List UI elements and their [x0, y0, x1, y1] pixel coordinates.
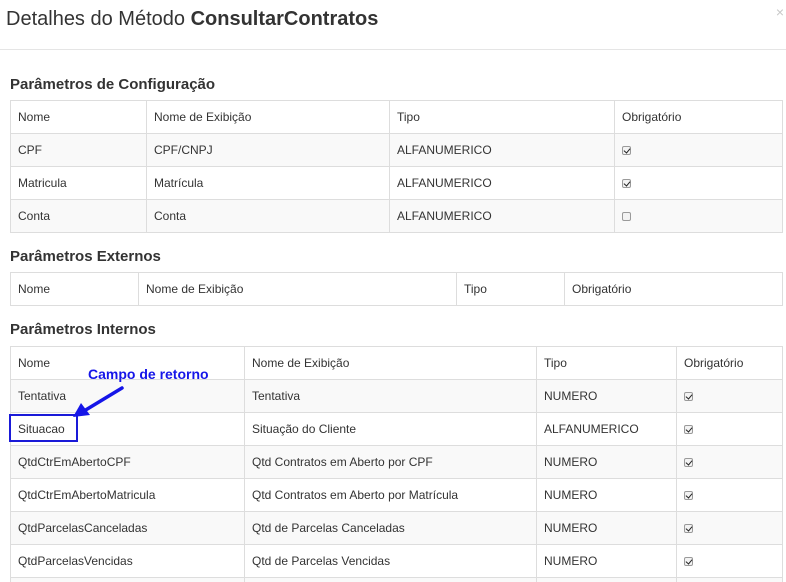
config-params-table — [10, 100, 783, 233]
cell-obrigatorio — [677, 380, 783, 413]
config-section-title: Parâmetros de Configuração — [10, 76, 216, 93]
column-header-nome: Nome — [11, 101, 147, 134]
cell-tipo: ALFANUMERICO — [537, 413, 677, 446]
modal-header — [0, 0, 786, 50]
cell-exibicao: Qtd de Parcelas Canceladas — [245, 512, 537, 545]
table-row — [11, 446, 783, 479]
column-header-tipo: Tipo — [537, 347, 677, 380]
cell-obrigatorio — [615, 167, 783, 200]
cell-exibicao: Qtd Contratos em Aberto por Matrícula — [245, 479, 537, 512]
column-header-exibicao: Nome de Exibição — [147, 101, 390, 134]
obrigatorio-checkbox[interactable] — [684, 392, 693, 401]
obrigatorio-checkbox[interactable] — [622, 212, 631, 221]
close-button[interactable]: × — [775, 4, 784, 20]
cell-obrigatorio — [615, 134, 783, 167]
obrigatorio-checkbox[interactable] — [684, 458, 693, 467]
cell-exibicao: Conta — [147, 200, 390, 233]
table-row — [11, 578, 783, 582]
modal-title — [6, 8, 378, 31]
external-params-table — [10, 272, 783, 306]
cell-tipo: ALFANUMERICO — [390, 134, 615, 167]
column-header-obrigatorio: Obrigatório — [677, 347, 783, 380]
cell-obrigatorio — [677, 446, 783, 479]
column-header-nome: Nome — [11, 273, 139, 306]
obrigatorio-checkbox[interactable] — [684, 425, 693, 434]
table-row — [11, 200, 783, 233]
cell-nome: Conta — [11, 200, 147, 233]
cell-obrigatorio — [677, 479, 783, 512]
cell-exibicao: Qtd de Parcelas Vencidas — [245, 545, 537, 578]
column-header-exibicao: Nome de Exibição — [139, 273, 457, 306]
cell-obrigatorio — [677, 512, 783, 545]
cell-obrigatorio — [615, 200, 783, 233]
cell-tipo: ALFANUMERICO — [390, 167, 615, 200]
annotation-label: Campo de retorno — [88, 366, 209, 382]
obrigatorio-checkbox[interactable] — [684, 491, 693, 500]
cell-exibicao: Qtd Contratos em Aberto por CPF — [245, 446, 537, 479]
table-row — [11, 134, 783, 167]
cell-obrigatorio — [677, 413, 783, 446]
column-header-tipo: Tipo — [457, 273, 565, 306]
cell-obrigatorio — [677, 545, 783, 578]
cell-tipo: NUMERO — [537, 479, 677, 512]
column-header-tipo: Tipo — [390, 101, 615, 134]
cell-tipo: NUMERO — [537, 446, 677, 479]
cell-nome: QtdParcelasVencidas — [11, 545, 245, 578]
obrigatorio-checkbox[interactable] — [684, 557, 693, 566]
cell-exibicao: Situação do Cliente — [245, 413, 537, 446]
column-header-exibicao: Nome de Exibição — [245, 347, 537, 380]
annotation-highlight-box — [9, 414, 78, 442]
cell-nome: Matricula — [11, 167, 147, 200]
table-row — [11, 512, 783, 545]
cell-tipo: NUMERO — [537, 545, 677, 578]
cell-nome: QtdCtrEmAbertoCPF — [11, 446, 245, 479]
table-header-row — [11, 101, 783, 134]
cell-exibicao: Matrícula — [147, 167, 390, 200]
cell-exibicao — [245, 578, 537, 582]
table-row — [11, 545, 783, 578]
obrigatorio-checkbox[interactable] — [622, 146, 631, 155]
column-header-obrigatorio: Obrigatório — [565, 273, 783, 306]
modal-title-prefix: Detalhes do Método — [6, 8, 186, 30]
cell-exibicao: CPF/CNPJ — [147, 134, 390, 167]
table-row — [11, 167, 783, 200]
cell-nome: QtdParcelasCanceladas — [11, 512, 245, 545]
cell-tipo: NUMERO — [537, 512, 677, 545]
cell-tipo — [537, 578, 677, 582]
cell-nome: CPF — [11, 134, 147, 167]
cell-nome: Situacao — [11, 413, 245, 446]
cell-nome — [11, 578, 245, 582]
external-section-title: Parâmetros Externos — [10, 248, 161, 265]
table-header-row — [11, 273, 783, 306]
obrigatorio-checkbox[interactable] — [622, 179, 631, 188]
column-header-nome: Nome — [11, 347, 245, 380]
cell-nome: QtdCtrEmAbertoMatricula — [11, 479, 245, 512]
cell-tipo: NUMERO — [537, 380, 677, 413]
cell-nome: Tentativa — [11, 380, 245, 413]
cell-exibicao: Tentativa — [245, 380, 537, 413]
table-row — [11, 479, 783, 512]
cell-obrigatorio — [677, 578, 783, 582]
obrigatorio-checkbox[interactable] — [684, 524, 693, 533]
internal-section-title: Parâmetros Internos — [10, 321, 156, 338]
modal-title-method: ConsultarContratos — [190, 8, 379, 30]
annotation-arrow-icon — [70, 384, 130, 420]
column-header-obrigatorio: Obrigatório — [615, 101, 783, 134]
cell-tipo: ALFANUMERICO — [390, 200, 615, 233]
